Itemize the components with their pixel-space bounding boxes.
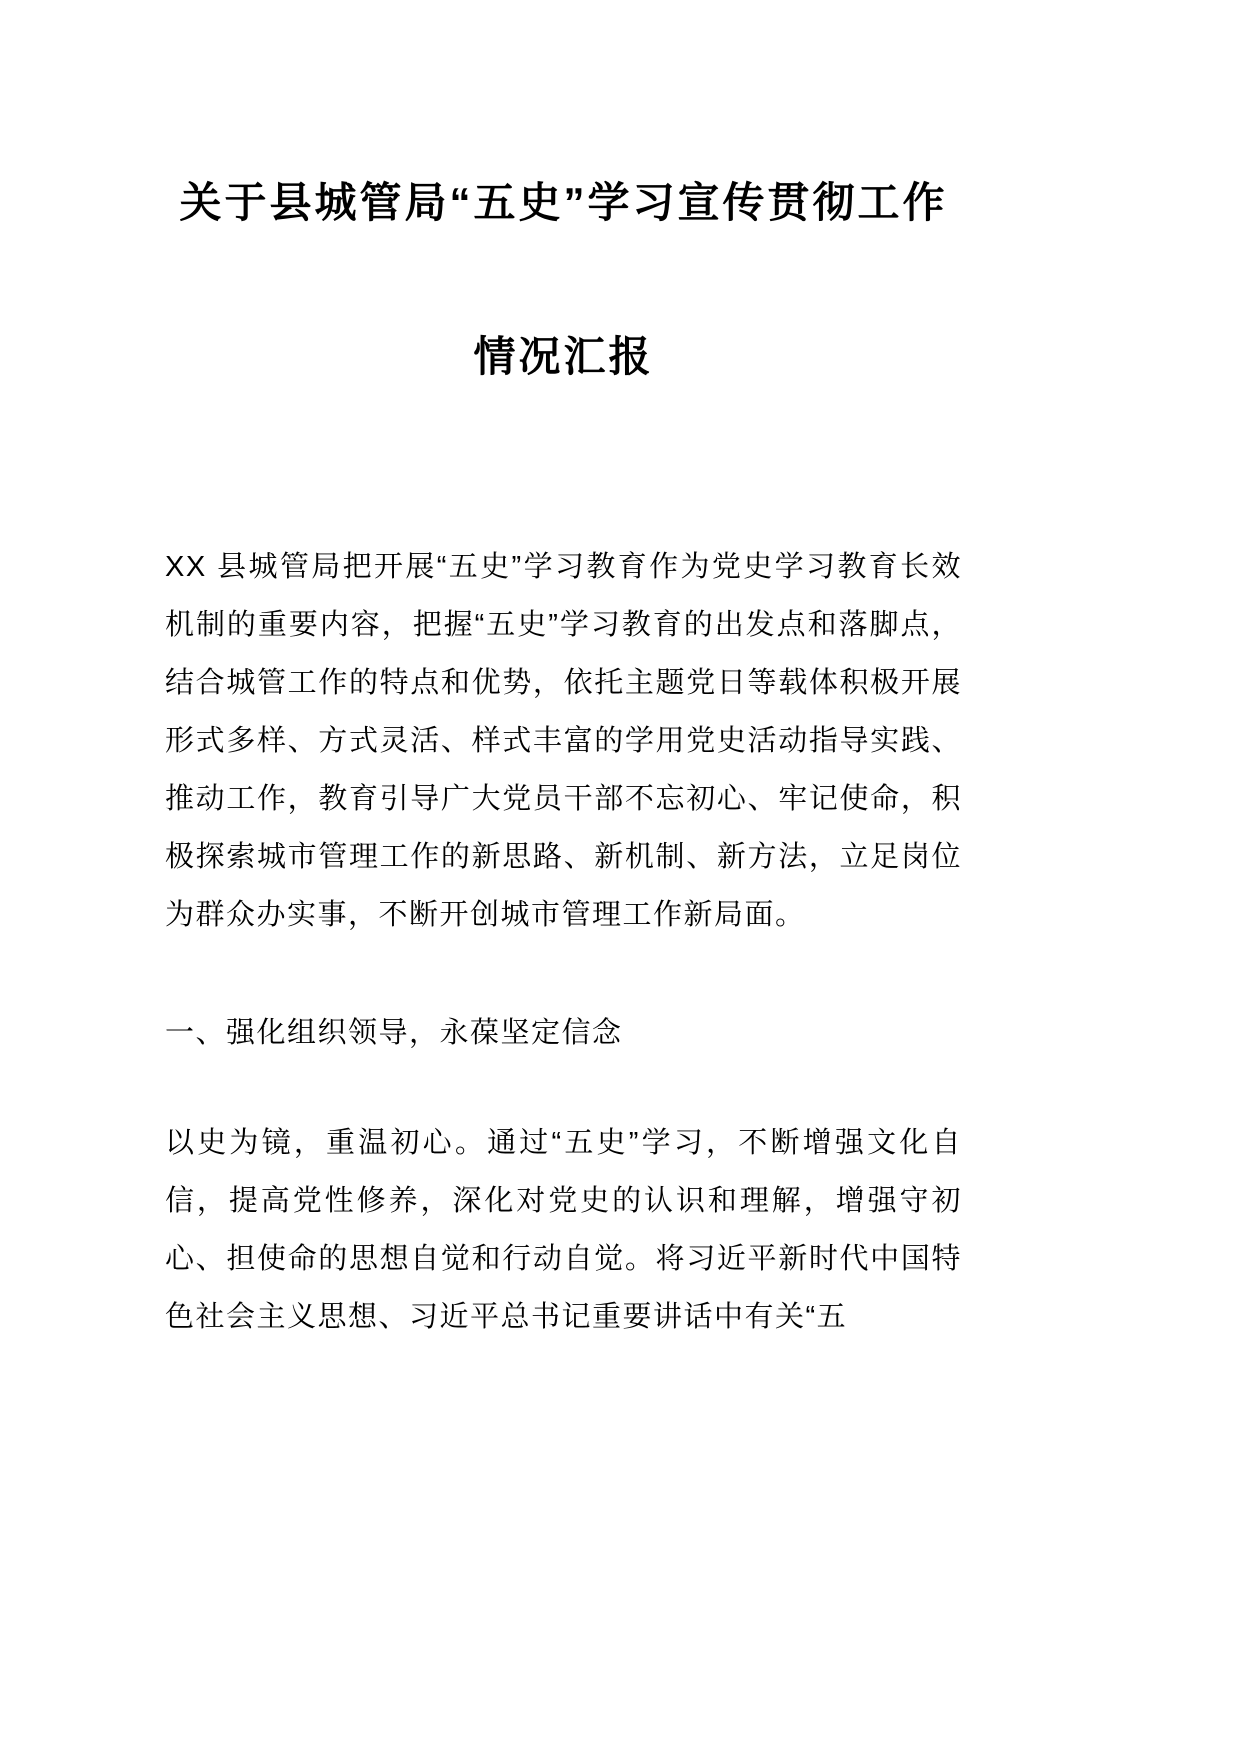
body-paragraph-2: 以史为镜，重温初心。通过“五史”学习，不断增强文化自信，提高党性修养，深化对党史的认识和理解，增强守初心、担使命的思想自觉和行动自觉。将习近平新时代中国特色社会主义思想、习近平总书记重要讲话中有关“五 — [165, 1127, 962, 1333]
document-title-line2: 情况汇报 — [473, 333, 654, 380]
body-paragraph-1: XX 县城管局把开展“五史”学习教育作为党史学习教育长效机制的重要内容，把握“五史”学习教育的出发点和落脚点，结合城管工作的特点和优势，依托主题党日等载体积极开展形式多样、方式灵活、样式丰富的学用党史活动指导实践、推动工作，教育引导广大党员干部不忘初心、牢记使命，积极探索城市管理工作的新思路、新机制、新方法，立足岗位为群众办实事，不断开创城市管理工作新局面。 — [165, 551, 962, 931]
document-title-line1: 关于县城管局“五史”学习宣传贯彻工作 — [179, 179, 948, 226]
section-heading-1: 一、强化组织领导，永葆坚定信念 — [165, 1017, 623, 1049]
